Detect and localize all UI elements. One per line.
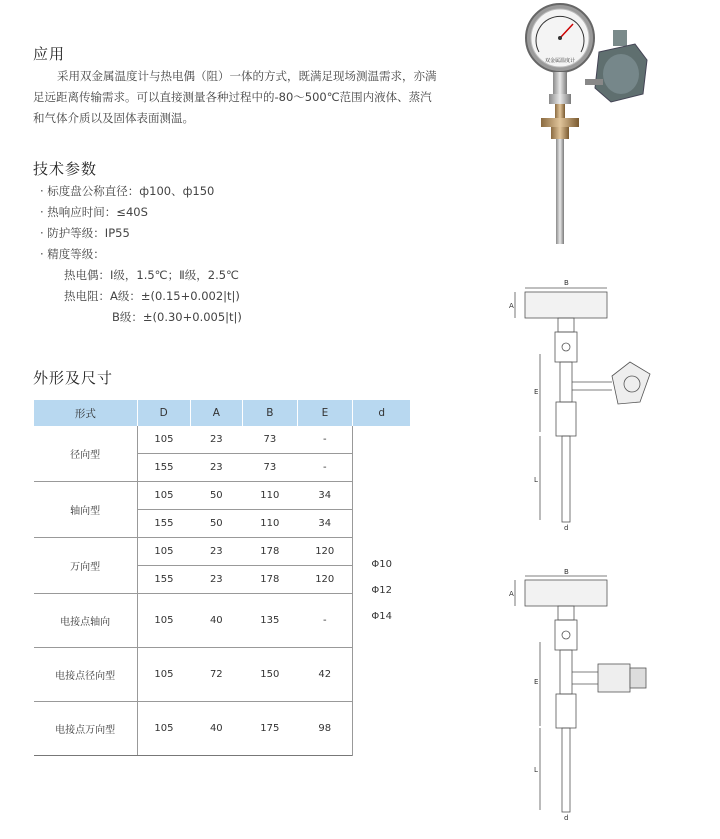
table-cell: 105	[137, 426, 190, 454]
table-cell: 34	[297, 510, 353, 538]
application-paragraph: 采用双金属温度计与热电偶（阻）一体的方式，既满足现场测温需求，亦满足远距离传输需求。可以直接测量各种过程中的-80～500℃范围内液体、蒸汽和气体介质以及固体表面测温。	[33, 69, 437, 125]
table-cell: 110	[243, 510, 298, 538]
table-cell: 105	[137, 538, 190, 566]
spec-item: · 标度盘公称直径：ф100、ф150	[40, 184, 215, 198]
table-cell: 175	[243, 702, 298, 756]
table-cell: -	[297, 594, 353, 648]
table-cell: 105	[137, 702, 190, 756]
spec-item: · 热响应时间：≤40S	[40, 205, 148, 219]
spec-item: · 防护等级：IP55	[40, 226, 130, 240]
label-d: d	[564, 814, 569, 822]
d-value: Φ12	[371, 584, 392, 596]
label-a: A	[509, 302, 514, 310]
table-cell: 50	[190, 510, 242, 538]
d-cell	[353, 426, 410, 756]
section-title-tech: 技术参数	[33, 160, 98, 178]
table-cell: -	[297, 426, 353, 454]
label-d: d	[564, 524, 569, 532]
table-cell: 72	[190, 648, 242, 702]
table-header: B	[243, 400, 298, 426]
table-header: d	[353, 400, 410, 426]
spec-sub-item: 热电阻：A级：±(0.15+0.002|t|)	[64, 289, 240, 303]
label-b: B	[564, 279, 569, 287]
type-cell: 电接点万向型	[34, 702, 138, 756]
table-cell: 34	[297, 482, 353, 510]
table-cell: 120	[297, 566, 353, 594]
table-cell: 23	[190, 538, 242, 566]
d-value: Φ14	[371, 610, 392, 622]
table-cell: 73	[243, 426, 298, 454]
table-cell: 23	[190, 566, 242, 594]
technical-drawing-1	[500, 272, 680, 532]
spec-sub-item: B级：±(0.30+0.005|t|)	[112, 310, 242, 324]
table-cell: 150	[243, 648, 298, 702]
table-cell: 23	[190, 454, 242, 482]
type-cell: 电接点轴向	[34, 594, 138, 648]
table-cell: 40	[190, 702, 242, 756]
table-cell: 98	[297, 702, 353, 756]
table-header: E	[297, 400, 353, 426]
type-cell: 径向型	[34, 426, 138, 482]
table-cell: 40	[190, 594, 242, 648]
label-a: A	[509, 590, 514, 598]
label-b: B	[564, 568, 569, 576]
tech-spec-list	[40, 181, 242, 328]
type-cell: 电接点径向型	[34, 648, 138, 702]
table-cell: 135	[243, 594, 298, 648]
table-cell: 178	[243, 538, 298, 566]
table-cell: 178	[243, 566, 298, 594]
d-value: Φ10	[371, 558, 392, 570]
table-cell: 42	[297, 648, 353, 702]
technical-drawing-2	[500, 566, 680, 826]
table-cell: 73	[243, 454, 298, 482]
table-header: 形式	[34, 400, 138, 426]
section-title-dims: 外形及尺寸	[33, 369, 114, 387]
table-header: A	[190, 400, 242, 426]
table-cell: 23	[190, 426, 242, 454]
product-photo	[515, 0, 665, 250]
dimension-table	[33, 400, 410, 756]
table-header: D	[137, 400, 190, 426]
table-cell: 50	[190, 482, 242, 510]
table-cell: 155	[137, 510, 190, 538]
table-cell: 155	[137, 566, 190, 594]
label-e: E	[534, 388, 539, 396]
table-cell: 105	[137, 594, 190, 648]
table-cell: 155	[137, 454, 190, 482]
table-cell: 110	[243, 482, 298, 510]
table-cell: 105	[137, 482, 190, 510]
table-cell: 120	[297, 538, 353, 566]
type-cell: 轴向型	[34, 482, 138, 538]
spec-item: · 精度等级：	[40, 247, 105, 261]
label-e: E	[534, 678, 539, 686]
table-cell: -	[297, 454, 353, 482]
label-l: L	[534, 766, 538, 774]
table-cell: 105	[137, 648, 190, 702]
spec-sub-item: 热电偶：Ⅰ级，1.5℃；Ⅱ级，2.5℃	[64, 268, 239, 282]
section-title-application: 应用	[33, 45, 66, 63]
dial-text: 双金属温度计	[544, 58, 576, 64]
type-cell: 万向型	[34, 538, 138, 594]
label-l: L	[534, 476, 538, 484]
